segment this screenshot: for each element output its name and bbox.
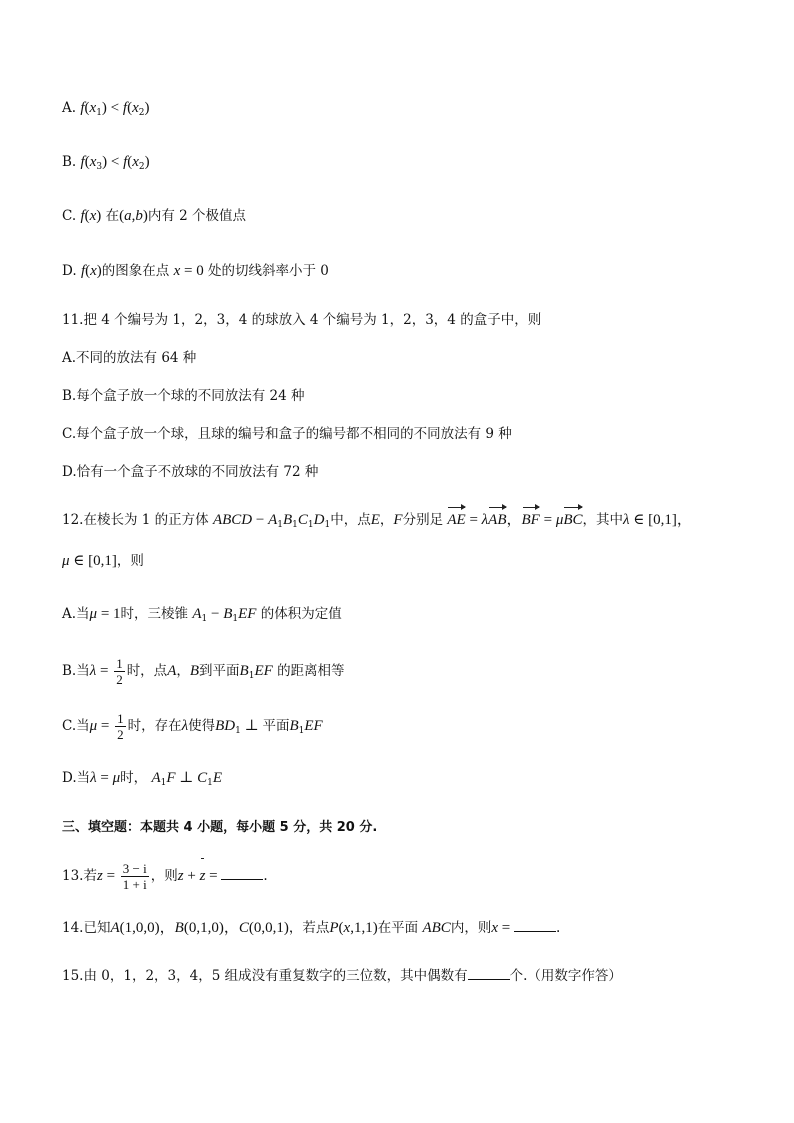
q10-option-b: B. $f(x_3) < f(x_2)$ bbox=[62, 154, 150, 172]
q10-option-a: A. $f(x_1) < f(x_2)$ bbox=[62, 100, 150, 118]
q12-stem-line2: μ ∈ [0,1]，则 bbox=[62, 553, 144, 569]
fraction-z: $\frac{3 - i}{1 + i}$ bbox=[122, 861, 147, 892]
q12-option-b: B.当λ = $\frac{1}{2}$ 时，点A，B到平面$B_1EF$ 的距离相等 bbox=[62, 656, 345, 687]
q11-option-c: C.每个盒子放一个球，且球的编号和盒子的编号都不相同的不同放法有 9 种 bbox=[62, 426, 512, 442]
q10-b-formula: f bbox=[80, 154, 85, 170]
fraction-half: $\frac{1}{2}$ bbox=[117, 711, 124, 742]
answer-blank[interactable] bbox=[221, 867, 263, 880]
q11-option-b: B.每个盒子放一个球的不同放法有 24 种 bbox=[62, 388, 305, 404]
q12-stem-line1: 12.在棱长为 1 的正方体 ABCD − $A_1B_1C_1D_1$中，点E，F分别足 AE = λAB，BF = μBC，其中λ ∈ [0,1]， bbox=[62, 512, 692, 530]
answer-blank[interactable] bbox=[468, 967, 510, 980]
section-heading: 三、填空题：本题共 4 小题，每小题 5 分，共 20 分. bbox=[62, 820, 378, 835]
q10-option-c: C. f(x) 在(a,b)内有 2 个极值点 bbox=[62, 208, 246, 224]
q14: 14.已知A(1,0,0)，B(0,1,0)，C(0,0,1)，若点P(x,1,1)在平面 ABC内，则x = . bbox=[62, 920, 561, 936]
q10-option-d: D. f(x)的图象在点 x = 0 处的切线斜率小于 0 bbox=[62, 263, 329, 279]
q13: 13.若z = $\frac{3 - i}{1 + i}$ ，则z + z = . bbox=[62, 858, 268, 894]
fraction-half: $\frac{1}{2}$ bbox=[116, 656, 123, 687]
q10-a-formula: f bbox=[80, 100, 85, 116]
q11-option-d: D.恰有一个盒子不放球的不同放法有 72 种 bbox=[62, 464, 319, 480]
q11-option-a: A.不同的放法有 64 种 bbox=[62, 350, 197, 366]
q15: 15.由 0，1，2，3，4，5 组成没有重复数字的三位数，其中偶数有 个.（用数字作答） bbox=[62, 968, 622, 984]
q11-stem: 11.把 4 个编号为 1，2，3，4 的球放入 4 个编号为 1，2，3，4 的盒子中，则 bbox=[62, 312, 542, 328]
q12-option-a: A.当μ = 1时，三棱锥 $A_1 - B_1EF$ 的体积为定值 bbox=[62, 606, 342, 624]
q12-option-c: C.当μ = $\frac{1}{2}$ 时，存在λ使得$BD_1$ ⊥ 平面$B_1EF$ bbox=[62, 711, 323, 742]
answer-blank[interactable] bbox=[514, 919, 556, 932]
q12-option-d: D.当λ = μ时， $A_1F$ ⊥ $C_1E$ bbox=[62, 770, 223, 788]
